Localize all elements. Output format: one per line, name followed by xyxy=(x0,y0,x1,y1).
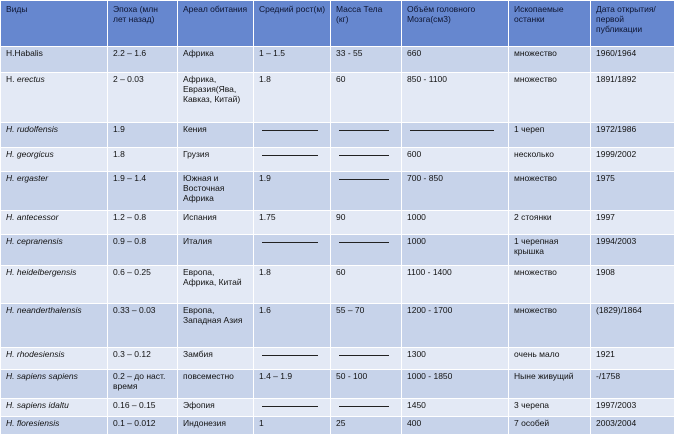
fossils-cell: несколько xyxy=(509,148,591,172)
epoch-cell: 0.2 – до наст. время xyxy=(108,370,178,399)
brain-volume-cell: 1450 xyxy=(402,399,509,417)
height-cell: 1 – 1.5 xyxy=(254,47,331,73)
mass-cell: 90 xyxy=(331,211,402,235)
no-data-dash xyxy=(339,242,389,243)
brain-volume-cell: 1200 - 1700 xyxy=(402,304,509,348)
mass-cell xyxy=(331,348,402,370)
no-data-dash xyxy=(339,130,389,131)
header-fossils: Ископаемые останки xyxy=(509,1,591,47)
no-data-dash xyxy=(339,406,389,407)
mass-cell xyxy=(331,399,402,417)
range-cell: Африка xyxy=(178,47,254,73)
height-cell: 1 xyxy=(254,417,331,435)
no-data-dash xyxy=(262,406,318,407)
table-row xyxy=(1,148,674,172)
epoch-cell: 1.8 xyxy=(108,148,178,172)
header-mass: Масса Тела (кг) xyxy=(331,1,402,47)
range-cell: Индонезия xyxy=(178,417,254,435)
brain-volume-cell: 400 xyxy=(402,417,509,435)
no-data-dash xyxy=(262,130,318,131)
height-cell: 1.75 xyxy=(254,211,331,235)
header-brain-volume: Объём головного Мозга(см3) xyxy=(402,1,509,47)
discovery-date-cell: 1972/1986 xyxy=(591,123,674,148)
table-row xyxy=(1,235,674,266)
species-cell xyxy=(1,47,108,73)
mass-cell xyxy=(331,235,402,266)
table-row xyxy=(1,73,674,123)
range-cell: Грузия xyxy=(178,148,254,172)
epoch-cell: 0.33 – 0.03 xyxy=(108,304,178,348)
epoch-cell: 0.16 – 0.15 xyxy=(108,399,178,417)
range-cell: Африка, Евразия(Ява, Кавказ, Китай) xyxy=(178,73,254,123)
epoch-cell: 0.1 – 0.012 xyxy=(108,417,178,435)
brain-volume-cell xyxy=(402,123,509,148)
species-cell: H. heidelbergensis xyxy=(1,266,108,304)
epoch-cell: 2.2 – 1.6 xyxy=(108,47,178,73)
height-cell: 1.8 xyxy=(254,73,331,123)
fossils-cell: 7 особей xyxy=(509,417,591,435)
discovery-date-cell: 1999/2002 xyxy=(591,148,674,172)
epoch-cell: 0.3 – 0.12 xyxy=(108,348,178,370)
species-cell: H. neanderthalensis xyxy=(1,304,108,348)
table-row xyxy=(1,417,674,435)
fossils-cell: множество xyxy=(509,172,591,211)
range-cell: Италия xyxy=(178,235,254,266)
range-cell: Южная и Восточная Африка xyxy=(178,172,254,211)
range-cell: Испания xyxy=(178,211,254,235)
table-row xyxy=(1,172,674,211)
species-cell: H. cepranensis xyxy=(1,235,108,266)
epoch-cell: 0.9 – 0.8 xyxy=(108,235,178,266)
fossils-cell: 2 стоянки xyxy=(509,211,591,235)
discovery-date-cell: 2003/2004 xyxy=(591,417,674,435)
fossils-cell: 3 черепа xyxy=(509,399,591,417)
height-cell xyxy=(254,399,331,417)
epoch-cell: 1.9 xyxy=(108,123,178,148)
mass-cell: 60 xyxy=(331,266,402,304)
species-cell xyxy=(1,73,108,123)
brain-volume-cell: 1000 xyxy=(402,235,509,266)
fossils-cell: множество xyxy=(509,266,591,304)
mass-cell: 55 – 70 xyxy=(331,304,402,348)
discovery-date-cell: (1829)/1864 xyxy=(591,304,674,348)
height-cell: 1.6 xyxy=(254,304,331,348)
epoch-cell: 1.2 – 0.8 xyxy=(108,211,178,235)
species-cell: H. rudolfensis xyxy=(1,123,108,148)
fossils-cell: очень мало xyxy=(509,348,591,370)
table-row xyxy=(1,348,674,370)
header-species: Виды xyxy=(1,1,108,47)
brain-volume-cell: 660 xyxy=(402,47,509,73)
no-data-dash xyxy=(262,355,318,356)
fossils-cell: множество xyxy=(509,304,591,348)
brain-volume-cell: 1100 - 1400 xyxy=(402,266,509,304)
mass-cell: 60 xyxy=(331,73,402,123)
no-data-dash xyxy=(339,179,389,180)
range-cell: Европа, Африка, Китай xyxy=(178,266,254,304)
table-header-row xyxy=(1,1,674,47)
no-data-dash xyxy=(339,355,389,356)
brain-volume-cell: 1000 xyxy=(402,211,509,235)
species-cell: H. sapiens idaltu xyxy=(1,399,108,417)
mass-cell xyxy=(331,172,402,211)
header-epoch: Эпоха (млн лет назад) xyxy=(108,1,178,47)
mass-cell: 33 - 55 xyxy=(331,47,402,73)
table-row xyxy=(1,399,674,417)
table-row xyxy=(1,123,674,148)
epoch-cell: 0.6 – 0.25 xyxy=(108,266,178,304)
height-cell: 1.4 – 1.9 xyxy=(254,370,331,399)
height-cell: 1.9 xyxy=(254,172,331,211)
brain-volume-cell: 1000 - 1850 xyxy=(402,370,509,399)
species-cell: H. ergaster xyxy=(1,172,108,211)
table-row xyxy=(1,266,674,304)
range-cell: Замбия xyxy=(178,348,254,370)
mass-cell: 25 xyxy=(331,417,402,435)
epoch-cell: 1.9 – 1.4 xyxy=(108,172,178,211)
discovery-date-cell: 1908 xyxy=(591,266,674,304)
discovery-date-cell: 1997 xyxy=(591,211,674,235)
table-row xyxy=(1,47,674,73)
species-prefix: H. xyxy=(6,74,17,84)
height-cell xyxy=(254,123,331,148)
table-row xyxy=(1,304,674,348)
brain-volume-cell: 700 - 850 xyxy=(402,172,509,211)
epoch-cell: 2 – 0.03 xyxy=(108,73,178,123)
fossils-cell: Ныне живущий xyxy=(509,370,591,399)
species-name: H.Habalis xyxy=(6,48,43,58)
species-cell: H. sapiens sapiens xyxy=(1,370,108,399)
discovery-date-cell: 1921 xyxy=(591,348,674,370)
brain-volume-cell: 850 - 1100 xyxy=(402,73,509,123)
mass-cell xyxy=(331,148,402,172)
species-cell: H. rhodesiensis xyxy=(1,348,108,370)
header-height: Средний рост(м) xyxy=(254,1,331,47)
fossils-cell: 1 черепная крышка xyxy=(509,235,591,266)
mass-cell xyxy=(331,123,402,148)
species-cell: H. antecessor xyxy=(1,211,108,235)
table-row xyxy=(1,211,674,235)
height-cell xyxy=(254,148,331,172)
no-data-dash xyxy=(262,242,318,243)
no-data-dash xyxy=(262,155,318,156)
discovery-date-cell: -/1758 xyxy=(591,370,674,399)
species-name: erectus xyxy=(17,74,45,84)
height-cell xyxy=(254,235,331,266)
discovery-date-cell: 1891/1892 xyxy=(591,73,674,123)
height-cell xyxy=(254,348,331,370)
species-cell: H. georgicus xyxy=(1,148,108,172)
no-data-dash xyxy=(410,130,494,131)
brain-volume-cell: 600 xyxy=(402,148,509,172)
range-cell: Европа, Западная Азия xyxy=(178,304,254,348)
fossils-cell: множество xyxy=(509,73,591,123)
discovery-date-cell: 1975 xyxy=(591,172,674,211)
discovery-date-cell: 1994/2003 xyxy=(591,235,674,266)
range-cell: повсеместно xyxy=(178,370,254,399)
fossils-cell: множество xyxy=(509,47,591,73)
species-cell: H. floresiensis xyxy=(1,417,108,435)
no-data-dash xyxy=(339,155,389,156)
range-cell: Эфопия xyxy=(178,399,254,417)
height-cell: 1.8 xyxy=(254,266,331,304)
range-cell: Кения xyxy=(178,123,254,148)
table-row xyxy=(1,370,674,399)
discovery-date-cell: 1997/2003 xyxy=(591,399,674,417)
header-discovery-date: Дата открытия/первой публикации xyxy=(591,1,674,47)
mass-cell: 50 - 100 xyxy=(331,370,402,399)
brain-volume-cell: 1300 xyxy=(402,348,509,370)
discovery-date-cell: 1960/1964 xyxy=(591,47,674,73)
fossils-cell: 1 череп xyxy=(509,123,591,148)
header-range: Ареал обитания xyxy=(178,1,254,47)
